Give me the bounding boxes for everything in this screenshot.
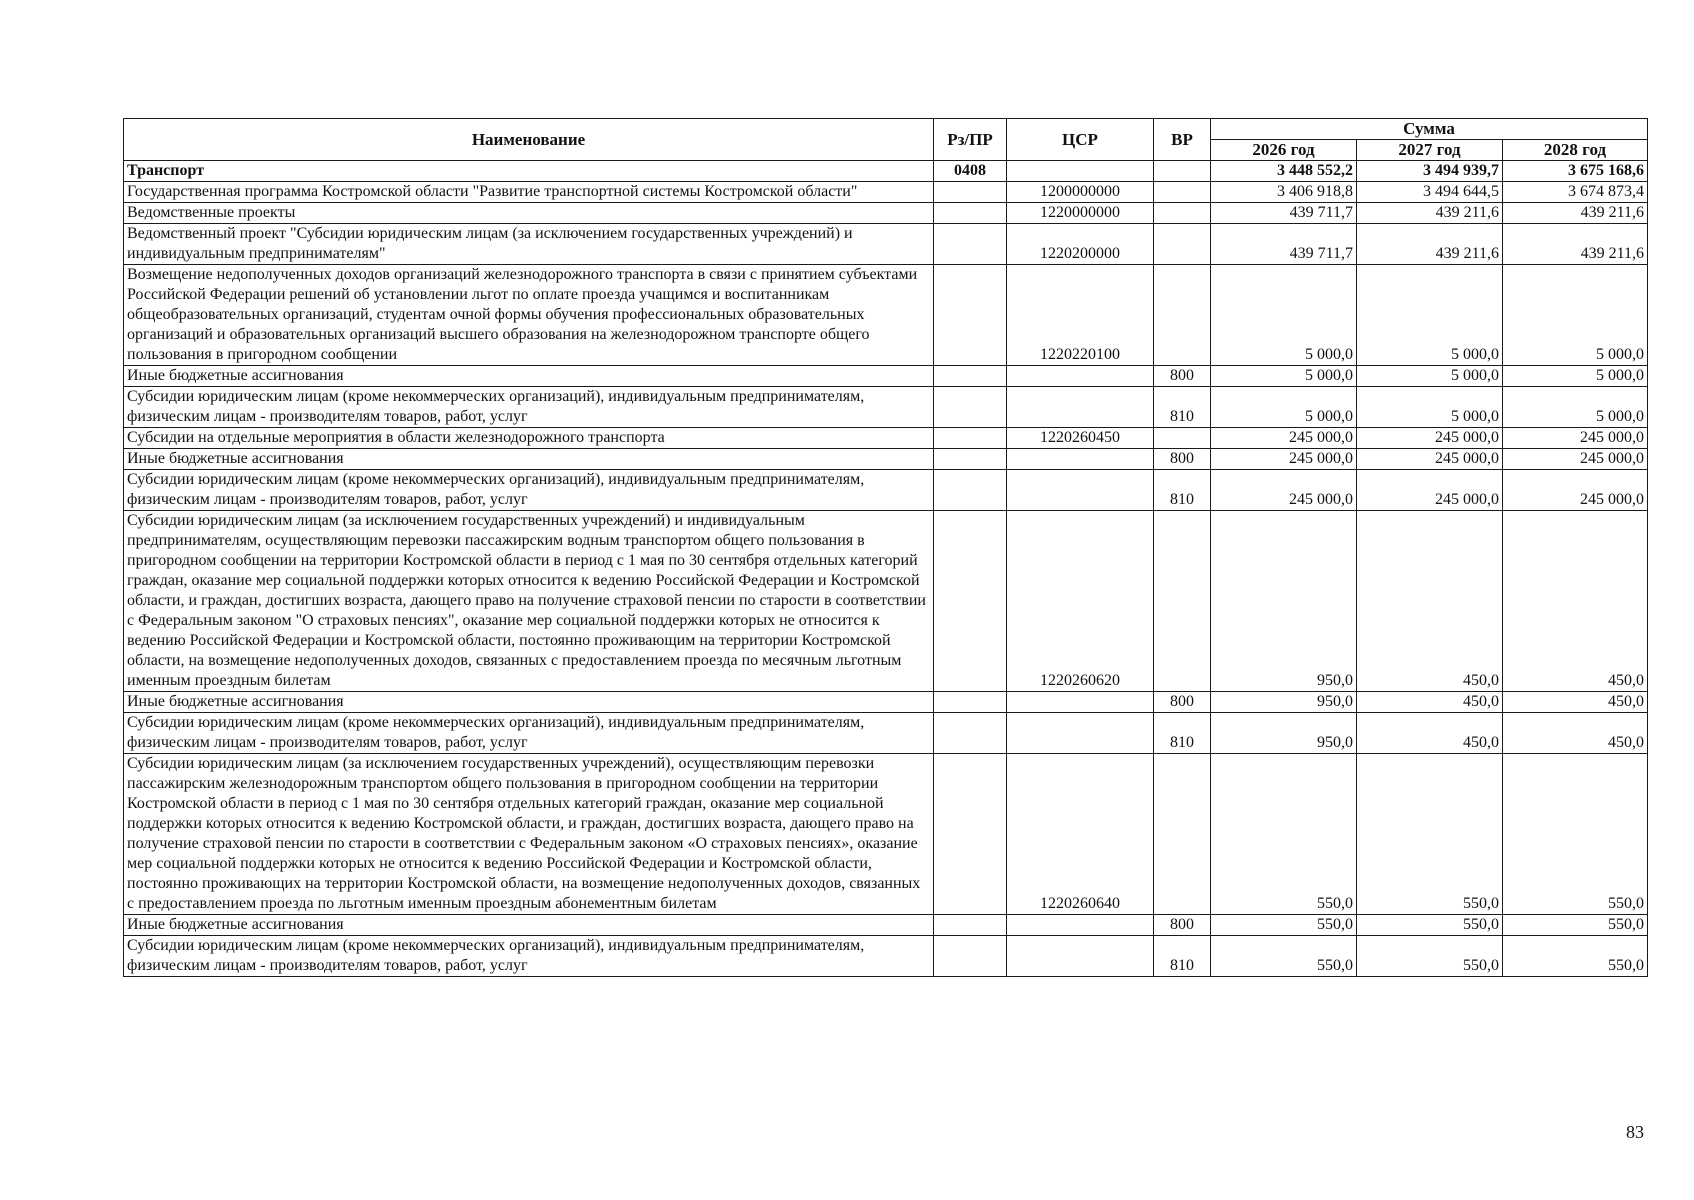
table-row xyxy=(124,936,1648,977)
cell-2026: 245 000,0 xyxy=(1211,449,1357,470)
cell-name: Субсидии юридическим лицам (за исключением государственных учреждений), осуществляющим перевозки пассажирским железнодорожным транспортом общего пользования в пригородном сообщении на территории Костромской области в период с 1 мая по 30 сентября отдельных категорий граждан, оказание мер социальной поддержки которых относится к ведению Костромской области, и граждан, достигших возраста, дающего право на получение страховой пенсии по старости в соответствии с Федеральным законом «О страховых пенсиях», оказание мер социальной поддержки которых не относится к ведению Российской Федерации и Костромской области, постоянно проживающих на территории Костромской области, на возмещение недополученных доходов, связанных с предоставлением проезда по льготным именным проездным абонементным билетам xyxy=(124,754,934,915)
cell-2026: 5 000,0 xyxy=(1211,366,1357,387)
cell-vr: 800 xyxy=(1154,366,1211,387)
cell-2027: 5 000,0 xyxy=(1357,366,1503,387)
table-row xyxy=(124,692,1648,713)
table-row xyxy=(124,915,1648,936)
cell-name: Возмещение недополученных доходов организаций железнодорожного транспорта в связи с принятием субъектами Российской Федерации решений об установлении льгот по оплате проезда учащимся и воспитанникам общеобразовательных организаций, студентам очной формы обучения профессиональных образовательных организаций и образовательных организаций высшего образования на железнодорожном транспорте общего пользования в пригородном сообщении xyxy=(124,265,934,366)
cell-vr: 810 xyxy=(1154,936,1211,977)
cell-2028: 5 000,0 xyxy=(1503,366,1648,387)
cell-csr xyxy=(1007,387,1154,428)
cell-rzpr: 0408 xyxy=(934,161,1007,182)
page-number: 83 xyxy=(1626,1122,1644,1142)
cell-2026: 439 711,7 xyxy=(1211,224,1357,265)
header-csr: ЦСР xyxy=(1007,119,1154,161)
cell-vr: 800 xyxy=(1154,915,1211,936)
cell-csr xyxy=(1007,449,1154,470)
cell-vr xyxy=(1154,203,1211,224)
cell-csr xyxy=(1007,161,1154,182)
cell-name: Транспорт xyxy=(124,161,934,182)
cell-rzpr xyxy=(934,713,1007,754)
cell-2027: 450,0 xyxy=(1357,511,1503,692)
cell-2028: 450,0 xyxy=(1503,692,1648,713)
cell-vr xyxy=(1154,265,1211,366)
cell-csr xyxy=(1007,936,1154,977)
table-body xyxy=(124,161,1648,977)
cell-2028: 439 211,6 xyxy=(1503,224,1648,265)
cell-name: Государственная программа Костромской области "Развитие транспортной системы Костромской области" xyxy=(124,182,934,203)
cell-rzpr xyxy=(934,182,1007,203)
cell-2026: 950,0 xyxy=(1211,692,1357,713)
cell-rzpr xyxy=(934,754,1007,915)
header-rzpr: Рз/ПР xyxy=(934,119,1007,161)
table-row xyxy=(124,449,1648,470)
cell-2028: 5 000,0 xyxy=(1503,265,1648,366)
cell-2026: 3 406 918,8 xyxy=(1211,182,1357,203)
cell-2027: 550,0 xyxy=(1357,936,1503,977)
cell-2027: 450,0 xyxy=(1357,713,1503,754)
cell-2027: 450,0 xyxy=(1357,692,1503,713)
cell-rzpr xyxy=(934,915,1007,936)
cell-csr: 1220260450 xyxy=(1007,428,1154,449)
header-year-2027: 2027 год xyxy=(1357,140,1503,161)
cell-name: Субсидии на отдельные мероприятия в области железнодорожного транспорта xyxy=(124,428,934,449)
cell-2027: 439 211,6 xyxy=(1357,203,1503,224)
cell-2028: 439 211,6 xyxy=(1503,203,1648,224)
cell-2026: 439 711,7 xyxy=(1211,203,1357,224)
cell-2026: 245 000,0 xyxy=(1211,470,1357,511)
cell-vr xyxy=(1154,511,1211,692)
cell-2028: 3 674 873,4 xyxy=(1503,182,1648,203)
table-row xyxy=(124,203,1648,224)
cell-csr xyxy=(1007,915,1154,936)
cell-vr xyxy=(1154,224,1211,265)
cell-name: Субсидии юридическим лицам (кроме некоммерческих организаций), индивидуальным предпринимателям, физическим лицам - производителям товаров, работ, услуг xyxy=(124,387,934,428)
header-sum: Сумма xyxy=(1211,119,1648,140)
cell-2028: 5 000,0 xyxy=(1503,387,1648,428)
cell-2026: 3 448 552,2 xyxy=(1211,161,1357,182)
cell-2026: 550,0 xyxy=(1211,754,1357,915)
cell-rzpr xyxy=(934,511,1007,692)
table-row xyxy=(124,387,1648,428)
cell-2028: 245 000,0 xyxy=(1503,470,1648,511)
cell-rzpr xyxy=(934,449,1007,470)
cell-2028: 245 000,0 xyxy=(1503,428,1648,449)
cell-name: Субсидии юридическим лицам (кроме некоммерческих организаций), индивидуальным предпринимателям, физическим лицам - производителям товаров, работ, услуг xyxy=(124,713,934,754)
header-name: Наименование xyxy=(124,119,934,161)
cell-2026: 5 000,0 xyxy=(1211,387,1357,428)
cell-2027: 550,0 xyxy=(1357,915,1503,936)
cell-2027: 245 000,0 xyxy=(1357,449,1503,470)
table-row xyxy=(124,754,1648,915)
cell-2026: 950,0 xyxy=(1211,511,1357,692)
table-row xyxy=(124,182,1648,203)
cell-name: Иные бюджетные ассигнования xyxy=(124,915,934,936)
cell-2028: 245 000,0 xyxy=(1503,449,1648,470)
cell-csr xyxy=(1007,692,1154,713)
cell-name: Иные бюджетные ассигнования xyxy=(124,366,934,387)
cell-vr xyxy=(1154,182,1211,203)
cell-name: Ведомственные проекты xyxy=(124,203,934,224)
cell-vr: 800 xyxy=(1154,692,1211,713)
table-row xyxy=(124,470,1648,511)
cell-vr: 810 xyxy=(1154,470,1211,511)
cell-csr xyxy=(1007,470,1154,511)
cell-rzpr xyxy=(934,203,1007,224)
cell-rzpr xyxy=(934,265,1007,366)
cell-rzpr xyxy=(934,366,1007,387)
cell-name: Ведомственный проект "Субсидии юридическим лицам (за исключением государственных учреждений) и индивидуальным предпринимателям" xyxy=(124,224,934,265)
cell-2028: 550,0 xyxy=(1503,936,1648,977)
cell-2028: 450,0 xyxy=(1503,713,1648,754)
table-row xyxy=(124,713,1648,754)
table-row xyxy=(124,428,1648,449)
cell-vr: 810 xyxy=(1154,387,1211,428)
cell-rzpr xyxy=(934,470,1007,511)
header-row-top xyxy=(124,119,1648,140)
cell-csr: 1220260620 xyxy=(1007,511,1154,692)
table-row xyxy=(124,511,1648,692)
cell-2026: 550,0 xyxy=(1211,936,1357,977)
cell-2027: 5 000,0 xyxy=(1357,387,1503,428)
cell-rzpr xyxy=(934,224,1007,265)
cell-csr xyxy=(1007,366,1154,387)
cell-vr xyxy=(1154,428,1211,449)
cell-2027: 3 494 644,5 xyxy=(1357,182,1503,203)
cell-vr xyxy=(1154,754,1211,915)
cell-2028: 450,0 xyxy=(1503,511,1648,692)
cell-2026: 550,0 xyxy=(1211,915,1357,936)
cell-2026: 5 000,0 xyxy=(1211,265,1357,366)
table-row xyxy=(124,161,1648,182)
cell-rzpr xyxy=(934,936,1007,977)
table-row xyxy=(124,224,1648,265)
cell-csr: 1220260640 xyxy=(1007,754,1154,915)
cell-2028: 3 675 168,6 xyxy=(1503,161,1648,182)
cell-csr: 1200000000 xyxy=(1007,182,1154,203)
cell-csr: 1220000000 xyxy=(1007,203,1154,224)
cell-2028: 550,0 xyxy=(1503,754,1648,915)
cell-2027: 245 000,0 xyxy=(1357,470,1503,511)
table-row xyxy=(124,366,1648,387)
cell-vr: 800 xyxy=(1154,449,1211,470)
cell-2026: 950,0 xyxy=(1211,713,1357,754)
cell-csr: 1220220100 xyxy=(1007,265,1154,366)
cell-vr: 810 xyxy=(1154,713,1211,754)
cell-rzpr xyxy=(934,387,1007,428)
cell-csr: 1220200000 xyxy=(1007,224,1154,265)
cell-2027: 5 000,0 xyxy=(1357,265,1503,366)
table-row xyxy=(124,265,1648,366)
cell-name: Субсидии юридическим лицам (кроме некоммерческих организаций), индивидуальным предпринимателям, физическим лицам - производителям товаров, работ, услуг xyxy=(124,936,934,977)
cell-vr xyxy=(1154,161,1211,182)
cell-2026: 245 000,0 xyxy=(1211,428,1357,449)
header-year-2026: 2026 год xyxy=(1211,140,1357,161)
cell-name: Иные бюджетные ассигнования xyxy=(124,692,934,713)
cell-2027: 550,0 xyxy=(1357,754,1503,915)
cell-csr xyxy=(1007,713,1154,754)
cell-name: Субсидии юридическим лицам (кроме некоммерческих организаций), индивидуальным предпринимателям, физическим лицам - производителям товаров, работ, услуг xyxy=(124,470,934,511)
cell-2027: 439 211,6 xyxy=(1357,224,1503,265)
cell-rzpr xyxy=(934,692,1007,713)
cell-2027: 3 494 939,7 xyxy=(1357,161,1503,182)
cell-name: Субсидии юридическим лицам (за исключением государственных учреждений) и индивидуальным предпринимателям, осуществляющим перевозки пассажирским водным транспортом общего пользования в пригородном сообщении на территории Костромской области в период с 1 мая по 30 сентября отдельных категорий граждан, оказание мер социальной поддержки которых относится к ведению Российской Федерации и Костромской области, и граждан, достигших возраста, дающего право на получение страховой пенсии по старости в соответствии с Федеральным законом "О страховых пенсиях", оказание мер социальной поддержки которых не относится к ведению Российской Федерации и Костромской области, постоянно проживающим на территории Костромской области, на возмещение недополученных доходов, связанных с предоставлением проезда по месячным льготным именным проездным билетам xyxy=(124,511,934,692)
cell-2028: 550,0 xyxy=(1503,915,1648,936)
cell-2027: 245 000,0 xyxy=(1357,428,1503,449)
budget-table xyxy=(123,118,1648,977)
cell-name: Иные бюджетные ассигнования xyxy=(124,449,934,470)
header-vr: ВР xyxy=(1154,119,1211,161)
cell-rzpr xyxy=(934,428,1007,449)
header-year-2028: 2028 год xyxy=(1503,140,1648,161)
